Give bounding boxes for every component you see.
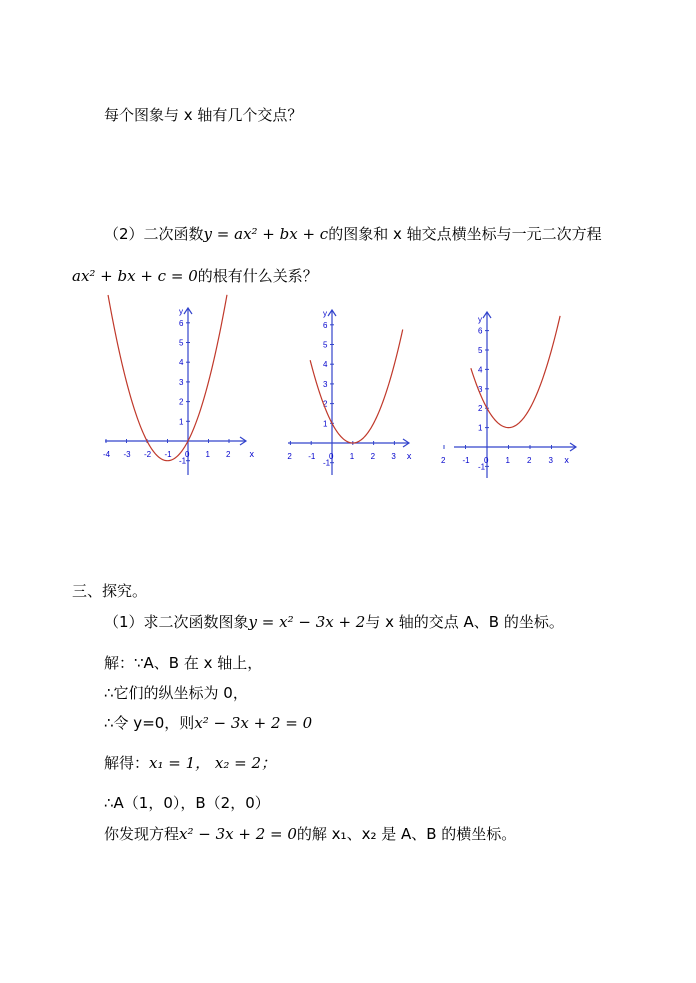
graph-2-x-tick-label: 1 [349,452,355,461]
section-3-title [72,581,147,601]
quadratic-equation-formula: ax² + bx + c = 0 [72,267,198,285]
graph-1-y-tick-label: 6 [179,318,184,328]
graph-1-x-tick-label: -4 [103,450,111,459]
graph-3-axes [454,312,576,478]
question-2-line-1 [104,224,602,244]
graph-3-y-tick-label: 4 [478,365,483,375]
graph-2-y-tick-label: 1 [323,419,328,429]
graph-2-x-tick-label: 3 [391,452,396,461]
solution-text-5: ∴A（1，0），B（2，0） [104,794,270,812]
parabola-graph-3 [441,300,590,485]
conclusion-formula: x² − 3x + 2 = 0 [179,825,297,843]
graph-2-y-tick-label: 3 [323,379,328,389]
graph-3-x-tick-label: 1 [505,456,510,465]
graph-3-y-tick-label: -1 [478,462,486,472]
graph-1-y-tick-label: -1 [179,456,187,466]
graph-1-y-tick-label: 3 [179,377,184,387]
question-text: 每个图象与 x 轴有几个交点？ [104,106,303,124]
graph-3-x-tick-label: 2 [441,456,446,465]
graph-2-y-tick-label: 4 [323,360,328,370]
graph-2-x-tick-label: x [406,451,412,461]
graph-2-x-tick-label: 2 [370,452,376,461]
parabola-graph-1 [100,300,260,485]
graph-2-y-tick-label: -1 [323,458,331,468]
graph-3-y-tick-label: 6 [478,326,483,336]
graph-1-x-tick-label: x [249,449,254,459]
graph-3-y-tick-label: 5 [478,346,483,355]
question-2-line-2-suffix: 的根有什么关系？ [197,267,318,285]
solution-6-suffix: 的解 x₁、x₂ 是 A、B 的横坐标。 [296,825,517,843]
question-2-suffix: 的图象和 x 轴交点横坐标与一元二次方程 [328,225,602,243]
graph-2-x-tick-label: 2 [287,452,292,461]
solution-line-4 [104,753,276,773]
solution-line-2 [104,683,248,703]
graph-2-y-tick-label: 2 [323,399,328,409]
graph-1-x-tick-label: 1 [205,450,210,459]
graph-1-y-tick-label: y [179,306,183,316]
section-title: 三、探究。 [72,582,148,600]
graph-3-curve [471,316,560,428]
problem-formula: y = x² − 3x + 2 [248,613,366,631]
graph-2-x-tick-label: 0 [329,452,334,461]
problem-prefix: （1）求二次函数图象 [104,613,249,631]
solution-line-3 [104,713,312,733]
graph-1-y-tick-label: 1 [179,417,184,427]
question-2-prefix: （2）二次函数 [104,225,204,243]
parabola-graph-2 [284,300,424,485]
problem-suffix: 与 x 轴的交点 A、B 的坐标。 [365,613,564,631]
graph-2-y-tick-label: 5 [323,340,328,350]
graph-1-y-tick-label: 2 [179,397,184,407]
graph-3-x-tick-label: 0 [484,456,489,465]
graph-1-x-tick-label: -3 [123,450,131,459]
graph-3-x-tick-label: 2 [527,456,532,465]
solution-6-prefix: 你发现方程 [104,825,180,843]
solution-4-prefix: 解得： [104,754,150,772]
graph-1-y-tick-label: 5 [179,338,184,348]
graph-1-curve [108,295,227,461]
graph-3-x-tick-label: -1 [462,456,470,465]
graph-3-y-tick-label: 3 [478,384,483,394]
graph-1-y-tick-label: 4 [179,358,184,368]
solution-line-6 [104,824,516,844]
graph-3-y-tick-label: 1 [478,423,483,433]
graph-2-y-tick-label: 6 [323,320,328,330]
graph-3-y-tick-label: y [478,314,482,324]
solution-line-1 [104,653,262,673]
graph-1-x-tick-label: 2 [226,450,231,459]
solution-3-prefix: ∴令 y=0，则 [104,714,195,732]
solution-text-1: 解：∵A、B 在 x 轴上， [104,654,263,672]
problem-statement [104,612,564,632]
graph-2-x-tick-label: -1 [308,452,316,461]
solution-line-5 [104,793,270,813]
graph-1-x-tick-label: -1 [164,450,172,459]
graph-1-x-tick-label: 0 [185,450,190,459]
equation-formula: x² − 3x + 2 = 0 [194,714,313,732]
roots-formula: x₁ = 1， x₂ = 2； [149,754,277,772]
graph-2-axes [288,310,409,475]
graph-3-y-tick-label: 2 [478,404,483,414]
graph-3-x-tick-label: x [564,455,569,465]
graph-2-y-tick-label: y [323,308,327,318]
question-intersections [104,105,302,125]
graph-3-x-tick-label: 3 [548,456,553,465]
question-2-line-2 [72,266,318,286]
quadratic-function-formula: y = ax² + bx + c [203,225,329,243]
solution-text-2: ∴它们的纵坐标为 0， [104,684,248,702]
graph-1-x-tick-label: -2 [144,450,152,459]
